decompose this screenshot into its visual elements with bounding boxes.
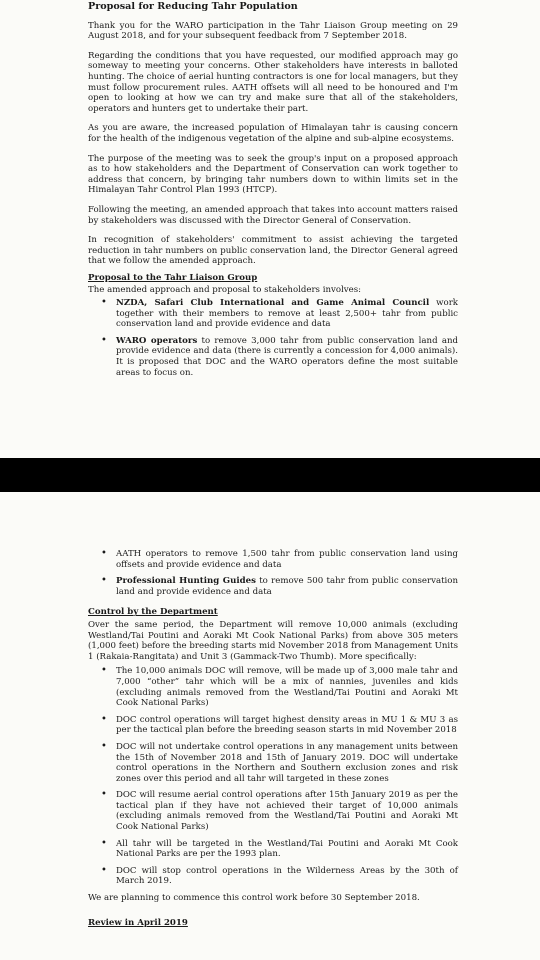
paragraph: Following the meeting, an amended approach that takes into account matters raised by stakeholders was discussed with the Director General of Conservation.: [88, 204, 458, 226]
list-item: [116, 298, 458, 330]
list-item: [116, 576, 458, 597]
list-item-text: to remove 500 tahr from public conservation land and provide evidence and data: [116, 576, 458, 597]
proposal-list: [88, 298, 458, 378]
page-1-content: [88, 2, 458, 384]
list-item-lead: NZDA, Safari Club International and Game Animal Council: [116, 298, 430, 309]
paragraph: In recognition of stakeholders' commitment to assist achieving the targeted reduction in tahr numbers on public conservation land, the Director General agreed that we follow the amended approach.: [88, 235, 458, 267]
section-heading-proposal: Proposal to the Tahr Liaison Group: [88, 272, 258, 283]
list-item: • DOC will not undertake control operations in any management units between the 15th of November 2018 and 15th of January 2019. DOC will undertake control operations in the Northern and Southern exclusion zones and risk zones over this period and all tahr will targeted in these zones: [116, 742, 458, 784]
document-page-1: [0, 0, 540, 458]
list-item: • DOC will stop control operations in the Wilderness Areas by the 30th of March 2019.: [116, 866, 458, 887]
control-intro: Over the same period, the Department will remove 10,000 animals (excluding Westland/Tai Poutini and Aoraki Mt Cook National Parks) from above 305 meters (1,000 feet) before the breeding starts mid November 2018 from Management Units 1 (Rakaia-Rangitata) and Unit 3 (Gammack-Two Thumb). More specifically:: [88, 619, 458, 662]
section-intro: The amended approach and proposal to stakeholders involves:: [88, 285, 362, 296]
section-heading-control: Control by the Department: [88, 607, 218, 618]
paragraph: As you are aware, the increased population of Himalayan tahr is causing concern for the health of the indigenous vegetation of the alpine and sub-alpine ecosystems.: [88, 123, 458, 144]
list-item: [116, 336, 458, 378]
list-item-text: operators to remove 1,500 tahr from public conservation land using offsets and provide evidence and data: [116, 549, 458, 570]
list-item-text: work together with their members to remove at least 2,500+ tahr from public conservation land and provide evidence and data: [116, 298, 459, 330]
control-list: [88, 666, 458, 887]
document-page-2: [0, 492, 540, 960]
section-heading-review: Review in April 2019: [88, 917, 188, 928]
page-2-content: [88, 547, 458, 930]
list-item-lead: WARO operators: [116, 335, 198, 346]
list-item: • The 10,000 animals DOC will remove, will be made up of 3,000 male tahr and 7,000 “other” tahr which will be a mix of nannies, juveniles and kids (excluding animals removed from the Westland/Tai Poutini and Aoraki Mt Cook National Parks): [116, 666, 458, 708]
list-item: • DOC control operations will target highest density areas in MU 1 & MU 3 as per the tactical plan before the breeding season starts in mid November 2018: [116, 715, 458, 736]
proposal-list-continued: [88, 549, 458, 597]
document-title: Proposal for Reducing Tahr Population: [88, 1, 298, 12]
paragraph: The purpose of the meeting was to seek the group's input on a proposed approach as to how stakeholders and the Department of Conservation can work together to address that concern, by bringing tahr numbers down to within limits set in the Himalayan Tahr Control Plan 1993 (HTCP).: [88, 153, 458, 196]
paragraph: Thank you for the WARO participation in the Tahr Liaison Group meeting on 29 August 2018, and for your subsequent feedback from 7 September 2018.: [88, 20, 458, 42]
list-item: • DOC will resume aerial control operations after 15th January 2019 as per the tactical plan if they have not achieved their target of 10,000 animals (excluding animals removed from the Westland/Tai Poutini and Aoraki Mt Cook National Parks): [116, 790, 458, 832]
paragraph: Regarding the conditions that you have requested, our modified approach may go someway to meeting your concerns. Other stakeholders have interests in balloted hunting. The choice of aerial hunting contractors is one for local managers, but they must follow procurement rules. AATH offsets will all need to be honoured and I'm open to looking at how we can try and make sure that all of the stakeholders, operators and hunters get to undertake their part.: [88, 50, 458, 114]
list-item-lead: Professional Hunting Guides: [116, 576, 256, 587]
closing-paragraph: We are planning to commence this control work before 30 September 2018.: [88, 893, 420, 904]
list-item-lead: AATH: [116, 549, 142, 559]
list-item-text: to remove 3,000 tahr from public conservation land and provide evidence and data (there is currently a concession for 4,000 animals). It is proposed that DOC and the WARO operators define the most suitable areas to focus on.: [116, 335, 458, 378]
list-item: [116, 549, 458, 570]
list-item: • All tahr will be targeted in the Westland/Tai Poutini and Aoraki Mt Cook National Parks are per the 1993 plan.: [116, 839, 458, 860]
